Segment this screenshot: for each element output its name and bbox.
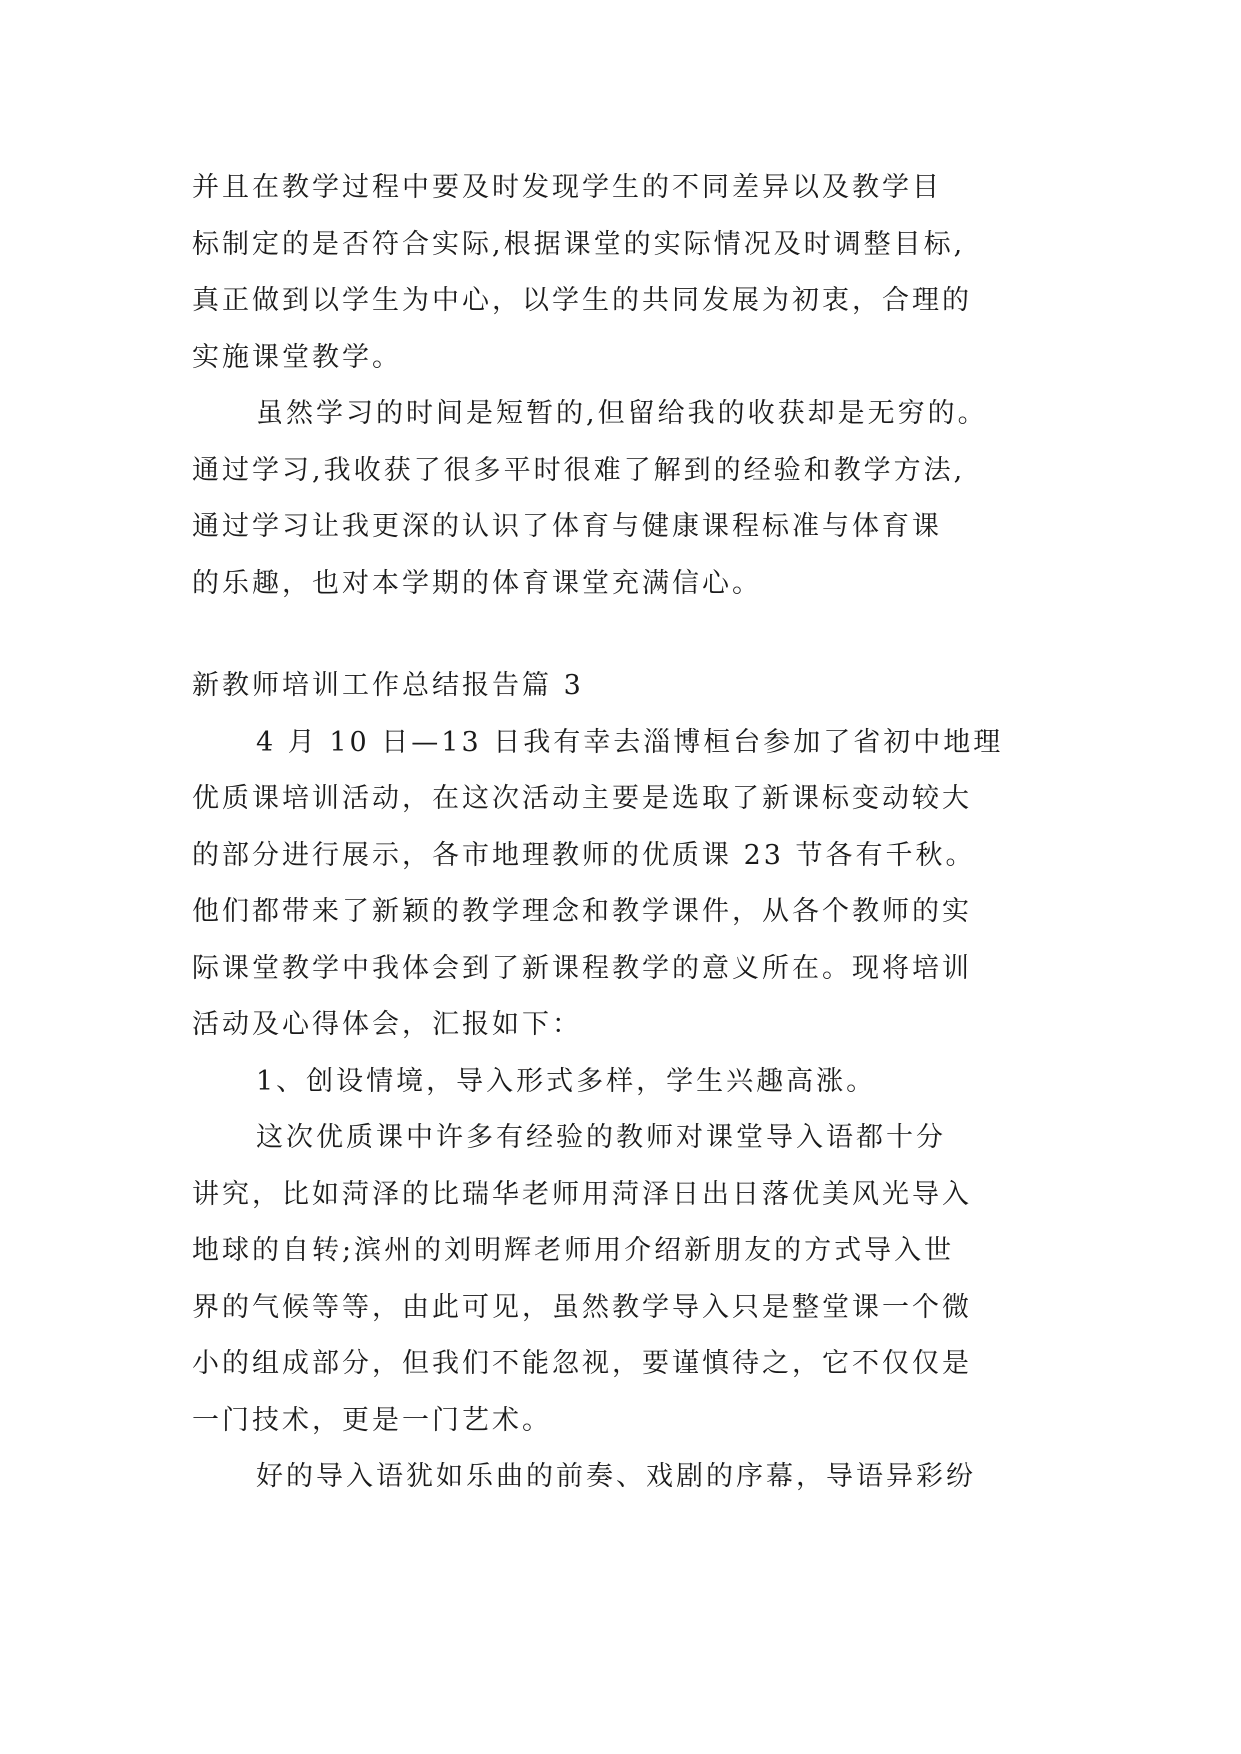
paragraph-reflection	[192, 386, 1092, 612]
text-line: 并且在教学过程中要及时发现学生的不同差异以及教学目	[192, 172, 942, 203]
text-line: 通过学习让我更深的认识了体育与健康课程标准与体育课	[192, 511, 942, 542]
text-line: 的乐趣，也对本学期的体育课堂充满信心。	[192, 567, 762, 599]
text-line: 小的组成部分，但我们不能忽视，要谨慎待之，它不仅仅是	[192, 1348, 972, 1379]
text-line: 这次优质课中许多有经验的教师对课堂导入语都十分	[256, 1122, 946, 1153]
text-line: 好的导入语犹如乐曲的前奏、戏剧的序幕，导语异彩纷	[256, 1461, 976, 1492]
text-line: 实施课堂教学。	[192, 341, 402, 373]
text-line: 4 月 10 日—13 日我有幸去淄博桓台参加了省初中地理	[256, 726, 1004, 758]
text-line: 1、创设情境，导入形式多样，学生兴趣高涨。	[256, 1065, 877, 1097]
text-line: 标制定的是否符合实际,根据课堂的实际情况及时调整目标,	[192, 228, 966, 260]
paragraph-point-1	[192, 1054, 1092, 1111]
paragraph-intro-metaphor	[192, 1449, 1092, 1506]
text-line: 活动及心得体会，汇报如下：	[192, 1009, 582, 1040]
text-line: 的部分进行展示，各市地理教师的优质课 23 节各有千秋。	[192, 839, 976, 871]
text-line: 一门技术，更是一门艺术。	[192, 1404, 552, 1436]
section-heading: 新教师培训工作总结报告篇 3	[192, 670, 584, 701]
text-line: 讲究，比如菏泽的比瑞华老师用菏泽日出日落优美风光导入	[192, 1178, 972, 1210]
text-line: 优质课培训活动，在这次活动主要是选取了新课标变动较大	[192, 783, 972, 814]
text-line: 地球的自转;滨州的刘明辉老师用介绍新朋友的方式导入世	[192, 1235, 955, 1266]
text-line: 他们都带来了新颖的教学理念和教学课件，从各个教师的实	[192, 896, 972, 927]
text-line: 界的气候等等，由此可见，虽然教学导入只是整堂课一个微	[192, 1291, 972, 1323]
text-line: 通过学习,我收获了很多平时很难了解到的经验和教学方法,	[192, 454, 966, 486]
paragraph-examples	[192, 1110, 1092, 1449]
paragraph-continuation	[192, 160, 1092, 386]
text-line: 真正做到以学生为中心，以学生的共同发展为初衷，合理的	[192, 285, 972, 316]
paragraph-training-intro	[192, 715, 1092, 1054]
document-body	[192, 160, 1092, 1506]
text-line: 虽然学习的时间是短暂的,但留给我的收获却是无穷的。	[256, 398, 988, 429]
text-line: 际课堂教学中我体会到了新课程教学的意义所在。现将培训	[192, 952, 972, 984]
